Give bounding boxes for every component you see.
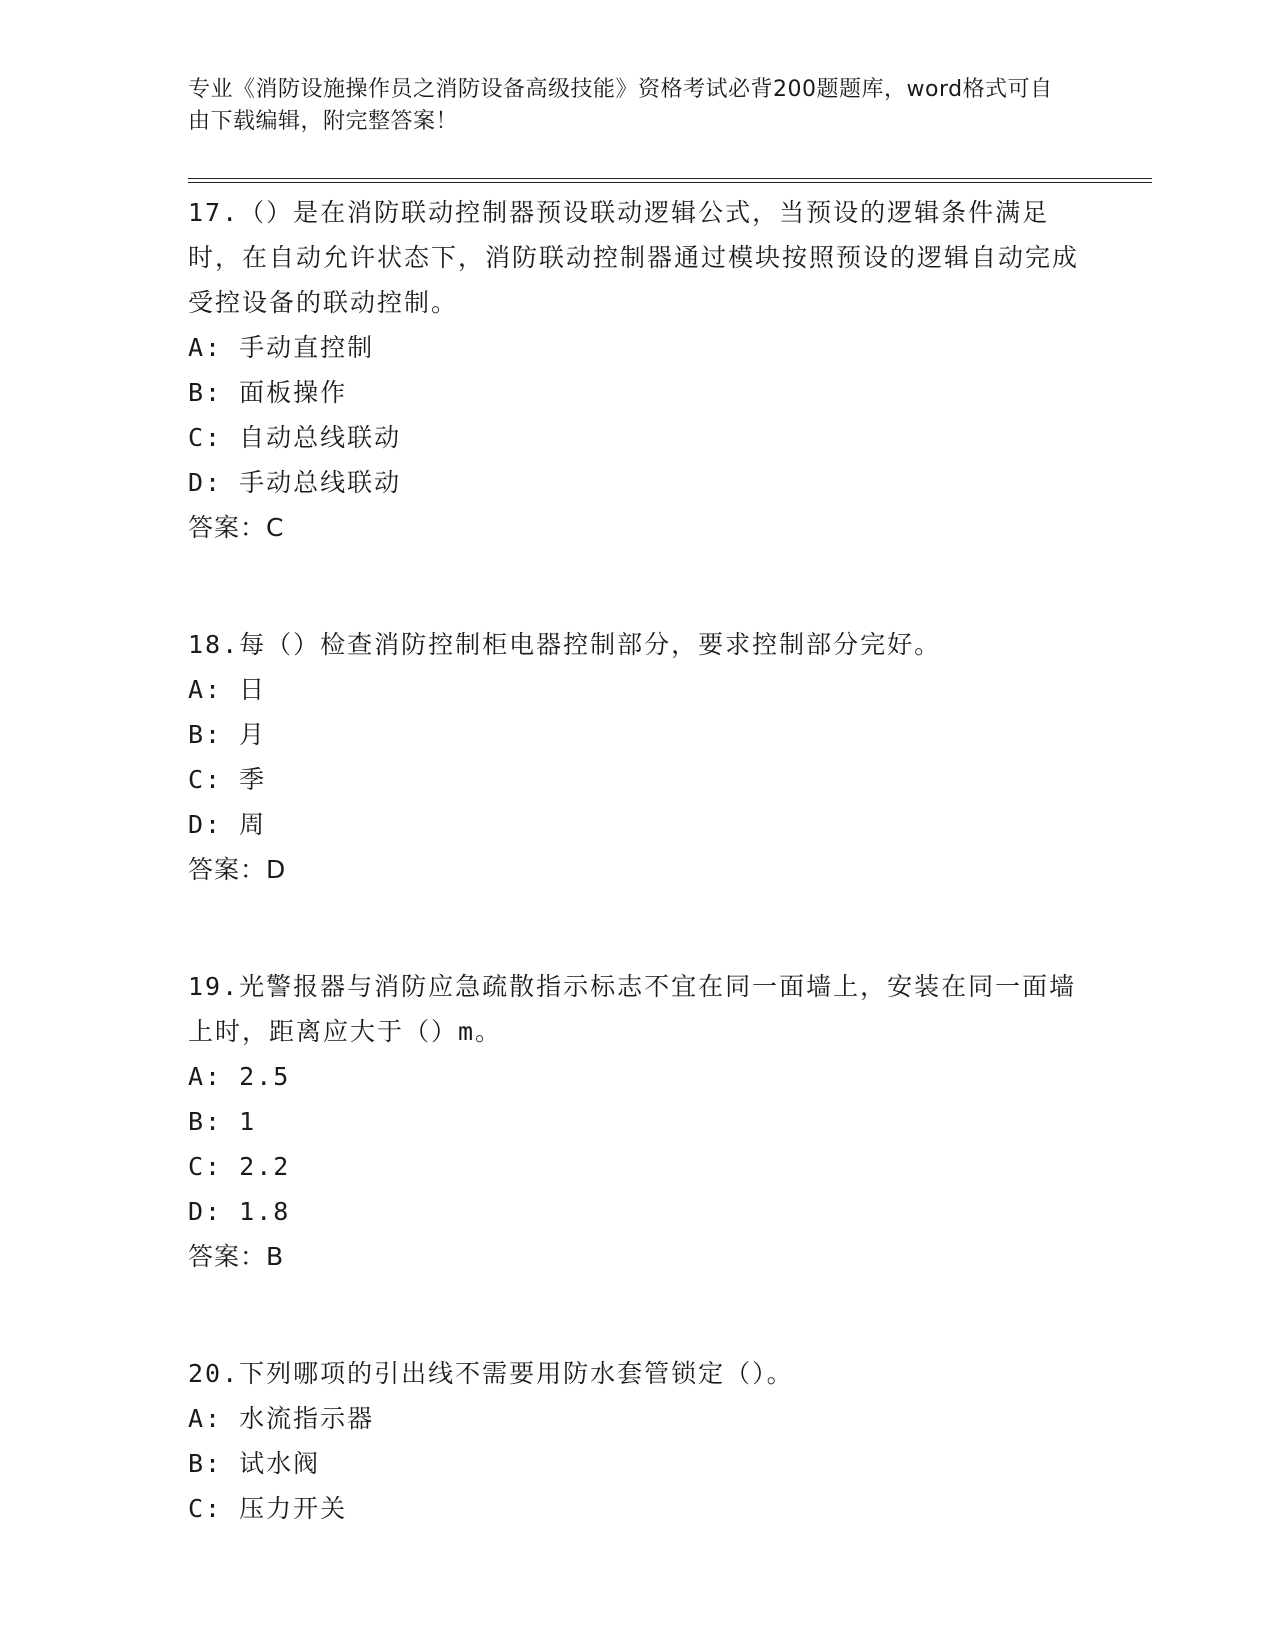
- option-key: B:: [188, 1107, 223, 1136]
- question-text: 17.（）是在消防联动控制器预设联动逻辑公式，当预设的逻辑条件满足时，在自动允许状态下，消防联动控制器通过模块按照预设的逻辑自动完成受控设备的联动控制。: [188, 198, 1080, 317]
- option-key: A:: [188, 333, 223, 362]
- option-d: [188, 802, 1088, 847]
- answer-line: 答案：C: [188, 513, 285, 542]
- option-c: [188, 757, 1088, 802]
- option-d: [188, 460, 1088, 505]
- option-a: [188, 667, 1088, 712]
- option-a: [188, 1396, 1088, 1441]
- option-d: [188, 1189, 1088, 1234]
- option-key: C:: [188, 765, 223, 794]
- option-a: [188, 1054, 1088, 1099]
- header-divider-bottom: [188, 182, 1152, 183]
- question-list: [188, 190, 1088, 1531]
- question-text: 18.每（）检查消防控制柜电器控制部分，要求控制部分完好。: [188, 630, 942, 659]
- option-key: A:: [188, 1404, 223, 1433]
- header-title: 专业《消防设施操作员之消防设备高级技能》资格考试必背200题题库，word格式可自由下载编辑，附完整答案！: [188, 77, 1053, 134]
- option-key: C:: [188, 423, 223, 452]
- question-17: [188, 190, 1088, 550]
- option-key: D:: [188, 810, 223, 839]
- option-b: [188, 712, 1088, 757]
- option-key: D:: [188, 1197, 223, 1226]
- option-c: [188, 1144, 1088, 1189]
- document-header: [188, 74, 1068, 138]
- option-key: B:: [188, 1449, 223, 1478]
- option-text: 手动直控制: [239, 333, 375, 362]
- question-text: 19.光警报器与消防应急疏散指示标志不宜在同一面墙上，安装在同一面墙上时，距离应大于（）m。: [188, 972, 1077, 1046]
- question-spacer: [188, 892, 1088, 964]
- answer-line: 答案：D: [188, 855, 287, 884]
- option-text: 压力开关: [239, 1494, 348, 1523]
- option-c: [188, 1486, 1088, 1531]
- option-text: 日: [239, 675, 267, 704]
- option-text: 周: [239, 810, 267, 839]
- answer-line: 答案：B: [188, 1242, 285, 1271]
- option-key: D:: [188, 468, 223, 497]
- option-key: C:: [188, 1152, 223, 1181]
- option-text: 水流指示器: [239, 1404, 375, 1433]
- question-18: [188, 622, 1088, 892]
- option-text: 月: [239, 720, 267, 749]
- option-a: [188, 325, 1088, 370]
- question-spacer: [188, 550, 1088, 622]
- option-key: C:: [188, 1494, 223, 1523]
- option-text: 1: [239, 1107, 257, 1136]
- option-text: 自动总线联动: [239, 423, 402, 452]
- option-c: [188, 415, 1088, 460]
- option-text: 2.5: [239, 1062, 291, 1091]
- option-b: [188, 370, 1088, 415]
- question-spacer: [188, 1279, 1088, 1351]
- option-key: A:: [188, 675, 223, 704]
- option-key: B:: [188, 378, 223, 407]
- option-b: [188, 1441, 1088, 1486]
- header-divider-top: [188, 178, 1152, 179]
- question-text: 20.下列哪项的引出线不需要用防水套管锁定（）。: [188, 1359, 794, 1388]
- option-text: 面板操作: [239, 378, 348, 407]
- option-text: 手动总线联动: [239, 468, 402, 497]
- option-key: B:: [188, 720, 223, 749]
- option-text: 季: [239, 765, 267, 794]
- option-text: 1.8: [239, 1197, 291, 1226]
- question-19: [188, 964, 1088, 1279]
- option-text: 2.2: [239, 1152, 291, 1181]
- option-key: A:: [188, 1062, 223, 1091]
- question-20: [188, 1351, 1088, 1531]
- option-b: [188, 1099, 1088, 1144]
- option-text: 试水阀: [239, 1449, 321, 1478]
